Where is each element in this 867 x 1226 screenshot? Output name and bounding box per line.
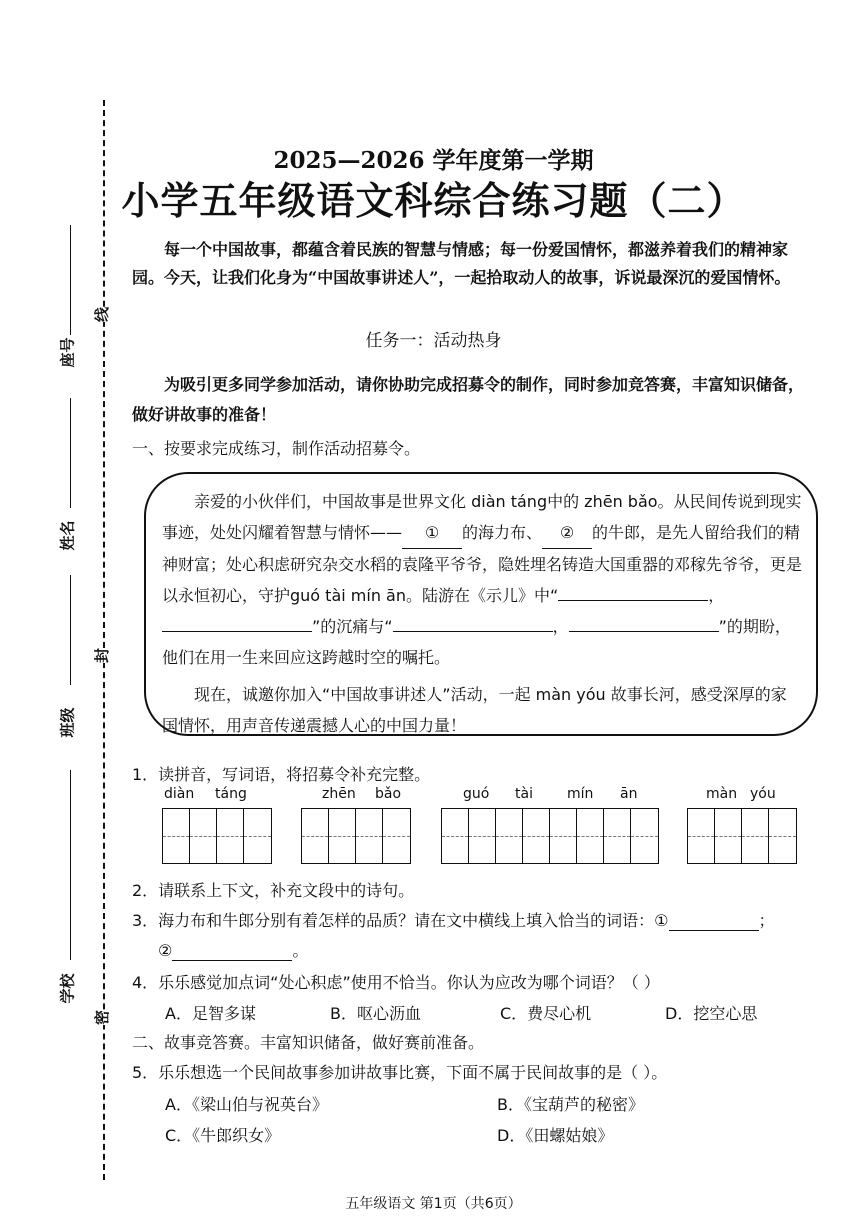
seal-char-seal: 封 xyxy=(89,648,114,663)
poem-blank-4[interactable] xyxy=(569,631,719,632)
grid-cell[interactable] xyxy=(688,809,715,863)
grid-cell[interactable] xyxy=(715,809,742,863)
grid-cell[interactable] xyxy=(442,809,469,863)
question-1: 1．读拼音，写词语，将招募令补充完整。 xyxy=(132,765,431,784)
seal-char-secret: 密 xyxy=(89,1010,114,1025)
task1-title: 任务一：活动热身 xyxy=(365,331,502,351)
answer-grid-manyou[interactable] xyxy=(687,808,797,864)
grid-cell[interactable] xyxy=(302,809,329,863)
school-label: 学校 xyxy=(58,973,77,1004)
grid-cell[interactable] xyxy=(217,809,244,863)
section2-heading: 二、故事竞答赛。丰富知识储备，做好赛前准备。 xyxy=(132,1033,485,1052)
grid-cell[interactable] xyxy=(329,809,356,863)
recruitment-paragraph-2: 现在，诚邀你加入“中国故事讲述人”活动，一起 màn yóu 故事长河，感受深厚的家国情怀，用声音传递震撼人心的中国力量！ xyxy=(162,685,787,735)
class-line xyxy=(70,575,71,685)
section1-heading: 一、按要求完成练习，制作活动招募令。 xyxy=(132,439,421,458)
grid-cell[interactable] xyxy=(383,809,410,863)
q3-blank-1[interactable] xyxy=(669,911,759,931)
name-line xyxy=(70,398,71,508)
q5-option-b[interactable]: B．《宝葫芦的秘密》 xyxy=(497,1095,644,1114)
exam-title: 小学五年级语文科综合练习题（二） xyxy=(121,178,746,223)
blank-1[interactable]: ① xyxy=(402,517,462,549)
grid-cell[interactable] xyxy=(577,809,604,863)
q4-option-d[interactable]: D．挖空心思 xyxy=(665,1004,758,1023)
pinyin-you: yóu xyxy=(750,786,776,802)
question-2: 2．请联系上下文，补充文段中的诗句。 xyxy=(132,881,415,900)
recruitment-paragraph-1: 亲爱的小伙伴们，中国故事是世界文化 diàn táng中的 zhēn bǎo。从民间传说到现实事迹，处处闪耀着智慧与情怀—— ① 的海力布、 ② 的牛郎，是先人留给我们的精神财富；处心积虑研究杂交水稻的袁隆平爷爷，隐姓埋名铸造大国重器的邓稼先爷爷，更是以永恒初心，守护guó tài mín ān。陆游在《示儿》中“ ，”的沉痛与“ ， ”的期盼，他们在用一生来回应这跨越时空的嘱托。 xyxy=(162,492,803,667)
grid-cell[interactable] xyxy=(769,809,796,863)
grid-cell[interactable] xyxy=(550,809,577,863)
seal-char-line: 线 xyxy=(89,307,114,322)
grid-cell[interactable] xyxy=(163,809,190,863)
pinyin-min: mín xyxy=(567,786,594,802)
pinyin-bao: bǎo xyxy=(375,786,402,802)
poem-blank-1[interactable] xyxy=(558,600,708,601)
answer-grid-zhenbao[interactable] xyxy=(301,808,411,864)
pinyin-dian: diàn xyxy=(164,786,195,802)
pinyin-zhen: zhēn xyxy=(322,786,356,802)
answer-grid-guotaimingan[interactable] xyxy=(441,808,659,864)
q5-option-a[interactable]: A．《梁山伯与祝英台》 xyxy=(165,1095,328,1114)
q4-option-a[interactable]: A．足智多谋 xyxy=(165,1004,256,1023)
intro-paragraph: 每一个中国故事，都蕴含着民族的智慧与情感；每一份爱国情怀，都滋养着我们的精神家园。今天，让我们化身为“中国故事讲述人”，一起拾取动人的故事，诉说最深沉的爱国情怀。 xyxy=(132,240,791,287)
grid-cell[interactable] xyxy=(244,809,271,863)
pinyin-man: màn xyxy=(706,786,738,802)
name-label: 姓名 xyxy=(58,520,77,551)
recruitment-text xyxy=(162,486,802,741)
page-footer: 五年级语文 第1页（共6页） xyxy=(345,1196,522,1212)
seat-label: 座号 xyxy=(58,337,77,368)
question-3: 3．海力布和牛郎分别有着怎样的品质？请在文中横线上填入恰当的词语：① ； xyxy=(132,911,775,930)
q4-option-b[interactable]: B．呕心沥血 xyxy=(330,1004,421,1023)
poem-blank-2[interactable] xyxy=(162,631,312,632)
q5-option-c[interactable]: C．《牛郎织女》 xyxy=(165,1126,281,1145)
grid-cell[interactable] xyxy=(523,809,550,863)
grid-cell[interactable] xyxy=(496,809,523,863)
class-label: 班级 xyxy=(58,707,77,738)
grid-cell[interactable] xyxy=(190,809,217,863)
q4-option-c[interactable]: C．费尽心机 xyxy=(500,1004,592,1023)
answer-grid-diantang[interactable] xyxy=(162,808,272,864)
poem-blank-3[interactable] xyxy=(393,631,553,632)
blank-2[interactable]: ② xyxy=(542,517,592,549)
pinyin-tang: táng xyxy=(215,786,247,802)
grid-cell[interactable] xyxy=(742,809,769,863)
term-title: 2025—2026 学年度第一学期 xyxy=(273,147,594,174)
seat-line xyxy=(70,225,71,335)
school-line xyxy=(70,770,71,960)
pinyin-guo: guó xyxy=(463,786,490,802)
grid-cell[interactable] xyxy=(604,809,631,863)
pinyin-tai: tài xyxy=(515,786,533,802)
task1-intro: 为吸引更多同学参加活动，请你协助完成招募令的制作，同时参加竞答赛，丰富知识储备，做好讲故事的准备！ xyxy=(132,375,805,424)
question-4: 4．乐乐感觉加点词“处心积虑”使用不恰当。你认为应改为哪个词语？（ ） xyxy=(132,973,660,992)
grid-cell[interactable] xyxy=(631,809,658,863)
grid-cell[interactable] xyxy=(356,809,383,863)
q5-option-d[interactable]: D．《田螺姑娘》 xyxy=(497,1126,614,1145)
pinyin-an: ān xyxy=(620,786,638,802)
question-5: 5．乐乐想选一个民间故事参加讲故事比赛，下面不属于民间故事的是（ ）。 xyxy=(132,1063,668,1082)
q3-blank-2[interactable] xyxy=(172,941,292,961)
grid-cell[interactable] xyxy=(469,809,496,863)
question-3-line-2: ② 。 xyxy=(158,941,309,960)
